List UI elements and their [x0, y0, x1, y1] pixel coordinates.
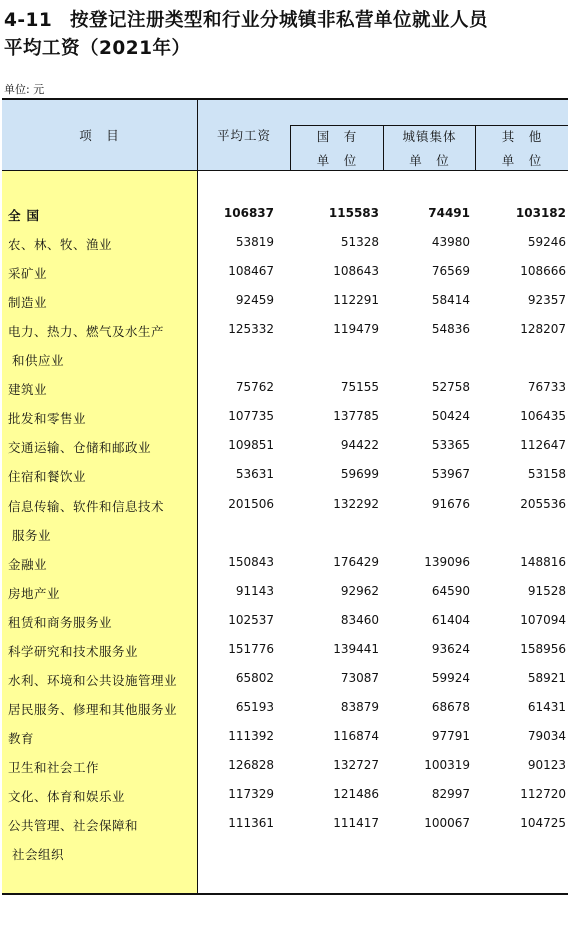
- urban-collective-cell: 68678: [431, 699, 470, 714]
- average-wage-cell: 106837: [223, 206, 274, 220]
- urban-collective-cell: 76569: [431, 264, 470, 279]
- table-row: [2, 374, 568, 403]
- other-cell: 104725: [520, 816, 566, 831]
- table-row: [2, 461, 568, 490]
- state-owned-cell: 116874: [333, 728, 379, 743]
- row-label: 批发和零售业: [8, 411, 87, 427]
- row-label: 住宿和餐饮业: [8, 469, 87, 485]
- table-row: [2, 781, 568, 810]
- header-state-owned-line1: 国 有: [316, 129, 358, 144]
- state-owned-cell: 115583: [328, 206, 379, 220]
- average-wage-cell: 53631: [235, 467, 274, 482]
- row-label: 居民服务、修理和其他服务业: [8, 701, 178, 717]
- other-cell: 59246: [527, 235, 566, 250]
- state-owned-cell: 73087: [340, 670, 379, 685]
- urban-collective-cell: 100319: [424, 757, 470, 772]
- urban-collective-cell: 50424: [431, 409, 470, 424]
- urban-collective-cell: 93624: [431, 641, 470, 656]
- other-cell: 91528: [527, 583, 566, 598]
- average-wage-cell: 125332: [228, 322, 274, 337]
- row-label: 房地产业: [8, 585, 61, 601]
- table-row: [2, 578, 568, 607]
- header-urban-collective-line1: 城镇集体: [402, 129, 457, 144]
- state-owned-cell: 112291: [333, 293, 379, 308]
- average-wage-cell: 151776: [228, 641, 274, 656]
- table-row-total: [2, 200, 568, 229]
- table-row: [2, 723, 568, 752]
- table-row: [2, 287, 568, 316]
- table-row: [2, 520, 568, 549]
- average-wage-cell: 111392: [228, 728, 274, 743]
- urban-collective-cell: 61404: [431, 612, 470, 627]
- urban-collective-cell: 139096: [424, 554, 470, 569]
- row-label: 社会组织: [12, 847, 65, 863]
- state-owned-cell: 111417: [333, 816, 379, 831]
- header-other-line1: 其 他: [501, 129, 543, 144]
- average-wage-cell: 102537: [228, 612, 274, 627]
- urban-collective-cell: 53967: [431, 467, 470, 482]
- other-cell: 79034: [527, 728, 566, 743]
- average-wage-cell: 107735: [228, 409, 274, 424]
- row-label: 服务业: [12, 527, 52, 543]
- row-label: 电力、热力、燃气及水生产: [8, 324, 165, 340]
- state-owned-cell: 51328: [340, 235, 379, 250]
- header-average-wage: 平均工资: [216, 128, 271, 143]
- urban-collective-cell: 53365: [431, 438, 470, 453]
- urban-collective-cell: 58414: [431, 293, 470, 308]
- other-cell: 112720: [520, 787, 566, 801]
- table-row: [2, 839, 568, 868]
- average-wage-cell: 111361: [228, 816, 274, 831]
- state-owned-cell: 92962: [340, 583, 379, 598]
- state-owned-cell: 132292: [333, 496, 379, 511]
- table-row: [2, 694, 568, 723]
- header-state-owned-line2: 单 位: [316, 153, 358, 168]
- row-label: 全国: [8, 208, 46, 223]
- other-cell: 128207: [520, 322, 566, 337]
- table-title-line1: [4, 6, 488, 32]
- row-label: 租赁和商务服务业: [8, 614, 113, 630]
- state-owned-cell: 119479: [333, 322, 379, 337]
- header-other-line2: 单 位: [501, 153, 543, 168]
- unit-label: 单位: 元: [4, 83, 45, 96]
- other-cell: 76733: [527, 380, 566, 395]
- other-cell: 112647: [520, 438, 566, 453]
- table-row: [2, 752, 568, 781]
- table-row: [2, 636, 568, 665]
- table-row: [2, 432, 568, 461]
- table-row: [2, 229, 568, 258]
- urban-collective-cell: 59924: [431, 670, 470, 685]
- row-label: 和供应业: [12, 353, 65, 369]
- header-urban-collective-line2: 单 位: [409, 153, 450, 168]
- other-cell: 205536: [520, 496, 566, 511]
- other-cell: 92357: [527, 293, 566, 308]
- average-wage-cell: 91143: [235, 583, 274, 598]
- other-cell: 53158: [527, 467, 566, 482]
- state-owned-cell: 139441: [333, 641, 379, 656]
- table-title-line2: 平均工资（2021年）: [4, 38, 191, 59]
- header-item: 项 目: [79, 128, 120, 143]
- data-table: [2, 98, 568, 896]
- average-wage-cell: 126828: [228, 757, 274, 772]
- table-row: [2, 345, 568, 374]
- urban-collective-cell: 82997: [431, 787, 470, 801]
- state-owned-cell: 108643: [333, 264, 379, 279]
- other-cell: 148816: [520, 554, 566, 569]
- row-label: 水利、环境和公共设施管理业: [8, 672, 178, 688]
- table-row: [2, 810, 568, 839]
- other-cell: 107094: [520, 612, 566, 627]
- row-label: 文化、体育和娱乐业: [8, 789, 126, 804]
- subheader-divider: [290, 125, 568, 126]
- other-cell: 103182: [515, 206, 566, 220]
- average-wage-cell: 108467: [228, 264, 274, 279]
- average-wage-cell: 109851: [228, 438, 274, 453]
- row-label: 卫生和社会工作: [8, 759, 100, 775]
- other-cell: 61431: [527, 699, 566, 714]
- table-row: [2, 491, 568, 520]
- row-label: 教育: [8, 730, 35, 746]
- average-wage-cell: 65193: [235, 699, 274, 714]
- average-wage-cell: 150843: [228, 554, 274, 569]
- average-wage-cell: 75762: [235, 380, 274, 395]
- average-wage-cell: 53819: [235, 235, 274, 250]
- table-row: [2, 665, 568, 694]
- urban-collective-cell: 64590: [431, 583, 470, 598]
- average-wage-cell: 117329: [228, 787, 274, 801]
- row-label: 金融业: [8, 556, 48, 572]
- state-owned-cell: 121486: [333, 787, 379, 801]
- row-label: 建筑业: [8, 382, 48, 398]
- state-owned-cell: 132727: [333, 757, 379, 772]
- urban-collective-cell: 97791: [431, 728, 470, 743]
- table-top-border: [2, 98, 568, 100]
- other-cell: 90123: [527, 757, 566, 772]
- row-label: 农、林、牧、渔业: [8, 237, 113, 253]
- other-cell: 106435: [520, 409, 566, 424]
- state-owned-cell: 94422: [340, 438, 379, 453]
- table-title-text: 按登记注册类型和行业分城镇非私营单位就业人员: [70, 10, 489, 31]
- state-owned-cell: 83460: [340, 612, 379, 627]
- state-owned-cell: 137785: [333, 409, 379, 424]
- urban-collective-cell: 91676: [431, 496, 470, 511]
- row-label: 采矿业: [8, 266, 48, 282]
- state-owned-cell: 176429: [333, 554, 379, 569]
- header-bottom-border: [2, 170, 568, 171]
- state-owned-cell: 59699: [340, 467, 379, 482]
- table-row: [2, 258, 568, 287]
- row-label: 交通运输、仓储和邮政业: [8, 440, 152, 456]
- urban-collective-cell: 100067: [424, 816, 470, 831]
- urban-collective-cell: 43980: [431, 235, 470, 250]
- row-label: 科学研究和技术服务业: [8, 643, 139, 659]
- table-row: [2, 316, 568, 345]
- urban-collective-cell: 74491: [428, 206, 470, 220]
- row-label: 制造业: [8, 295, 48, 311]
- average-wage-cell: 65802: [235, 670, 274, 685]
- other-cell: 108666: [520, 264, 566, 279]
- average-wage-cell: 92459: [235, 293, 274, 308]
- urban-collective-cell: 52758: [431, 380, 470, 395]
- table-number: 4-11: [4, 10, 53, 31]
- average-wage-cell: 201506: [228, 496, 274, 511]
- table-row: [2, 607, 568, 636]
- row-label: 信息传输、软件和信息技术: [8, 498, 165, 514]
- state-owned-cell: 83879: [340, 699, 379, 714]
- urban-collective-cell: 54836: [431, 322, 470, 337]
- table-row: [2, 549, 568, 578]
- state-owned-cell: 75155: [340, 380, 379, 395]
- row-label: 公共管理、社会保障和: [8, 818, 139, 834]
- table-bottom-border: [2, 893, 568, 895]
- table-row: [2, 403, 568, 432]
- other-cell: 58921: [527, 670, 566, 685]
- other-cell: 158956: [520, 641, 566, 656]
